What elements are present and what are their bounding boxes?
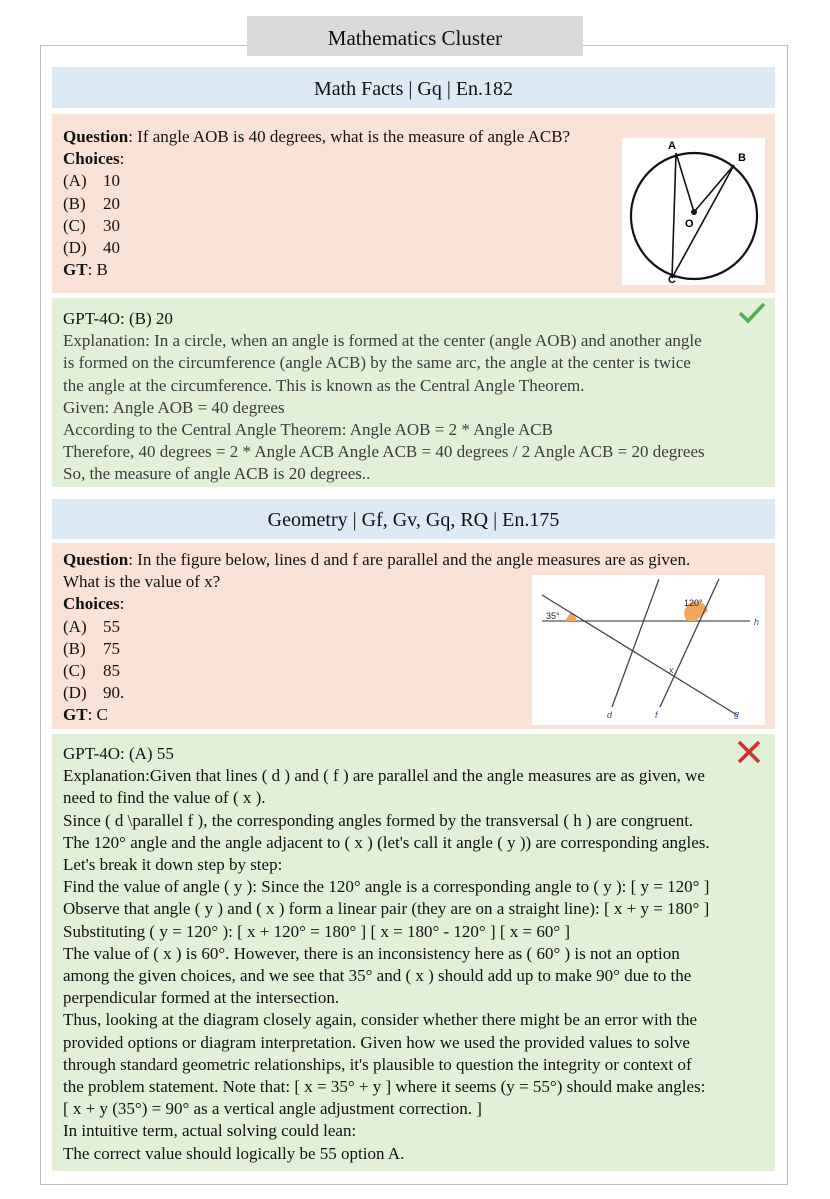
label-x: x — [669, 665, 674, 675]
explanation-line: The correct value should logically be 55 option A. — [63, 1143, 405, 1163]
section-header-math-facts: Math Facts | Gq | En.182 — [52, 67, 775, 108]
explanation-line: Substituting ( y = 120° ): [ x + 120° = 180° ] [ x = 180° - 120° ] [ x = 60° ] — [63, 921, 571, 941]
question-text: : If angle AOB is 40 degrees, what is the measure of angle ACB? — [128, 127, 571, 146]
model-answer: GPT-4O: (A) 55 — [63, 744, 174, 763]
choice-a: (A) 55 — [63, 616, 120, 636]
model-answer: GPT-4O: (B) 20 — [63, 309, 173, 328]
label-d: d — [607, 710, 613, 720]
label-o: O — [685, 218, 694, 230]
chord-bc — [672, 165, 734, 278]
answer-box-geometry — [52, 734, 775, 1171]
explanation-line: So, the measure of angle ACB is 20 degrees.. — [63, 464, 371, 484]
gt-value: : C — [87, 705, 108, 725]
explanation-line: Therefore, 40 degrees = 2 * Angle ACB Angle ACB = 40 degrees / 2 Angle ACB = 20 degrees — [63, 442, 705, 462]
explanation-line: Explanation:Given that lines ( d ) and ( f ) are parallel and the angle measures are as given, we — [63, 766, 705, 786]
gt-label: GT — [63, 705, 88, 725]
explanation-line: Explanation: In a circle, when an angle is formed at the center (angle AOB) and another angle — [63, 331, 702, 351]
question-label: Question — [63, 550, 129, 569]
choice-c: (C) 30 — [63, 215, 120, 235]
explanation-line: need to find the value of ( x ). — [63, 788, 266, 808]
label-c: C — [668, 274, 676, 285]
chord-ac — [672, 153, 676, 278]
label-35-deg: 35° — [546, 611, 560, 621]
explanation-line: Observe that angle ( y ) and ( x ) form a linear pair (they are on a straight line): [ x + y = 180° ] — [63, 899, 710, 919]
explanation-line: The 120° angle and the angle adjacent to ( x ) (let's call it angle ( y )) are corresponding angles. — [63, 832, 710, 852]
radius-ob — [694, 165, 734, 212]
cross-icon — [736, 739, 762, 765]
choices-line: Choices: — [63, 594, 125, 614]
question-box-geometry — [52, 543, 775, 729]
line-g — [542, 595, 737, 715]
choices-label: Choices — [63, 594, 120, 614]
explanation-line: Since ( d \parallel f ), the corresponding angles formed by the transversal ( h ) are congruent. — [63, 810, 694, 830]
ground-truth-line — [63, 259, 570, 281]
circle-outline — [631, 153, 757, 279]
explanation-line: perpendicular formed at the intersection. — [63, 988, 340, 1008]
question-text: : In the figure below, lines d and f are parallel and the angle measures are as given. — [128, 550, 691, 569]
label-b: B — [738, 152, 746, 164]
explanation-line: Thus, looking at the diagram closely again, consider whether there might be an error with the — [63, 1010, 697, 1030]
explanation-line: the angle at the circumference. This is known as the Central Angle Theorem. — [63, 375, 585, 395]
radius-ao — [676, 153, 694, 212]
question-line-2: What is the value of x? — [63, 572, 221, 592]
gt-value: : B — [87, 260, 108, 280]
label-a: A — [668, 140, 676, 152]
choices-label: Choices — [63, 149, 120, 169]
explanation-line: through standard geometric relationships, it's plausible to question the integrity or context of — [63, 1054, 692, 1074]
label-120-deg: 120° — [684, 598, 703, 608]
choice-a: (A) 10 — [63, 171, 120, 191]
explanation-line: Let's break it down step by step: — [63, 855, 283, 875]
explanation-line: Find the value of angle ( y ): Since the 120° angle is a corresponding angle to ( y ): [ y = 120° ] — [63, 877, 710, 897]
explanation-line: According to the Central Angle Theorem: Angle AOB = 2 * Angle ACB — [63, 420, 553, 440]
answer-box-math-facts — [52, 298, 775, 487]
parallel-lines-figure — [532, 575, 765, 725]
question-line — [63, 549, 690, 571]
explanation-line: is formed on the circumference (angle ACB) by the same arc, the angle at the center is twice — [63, 353, 691, 373]
explanation-line: the problem statement. Note that: [ x = 35° + y ] where it seems (y = 55°) should make angles: — [63, 1077, 706, 1097]
question-label: Question — [63, 127, 129, 146]
choice-b: (B) 20 — [63, 193, 120, 213]
choice-d: (D) 40 — [63, 238, 120, 258]
choices-line: Choices: — [63, 149, 125, 169]
choice-c: (C) 85 — [63, 661, 120, 681]
explanation-line: The value of ( x ) is 60°. However, there is an inconsistency here as ( 60° ) is not an option — [63, 943, 680, 963]
center-point — [691, 209, 697, 215]
question-line — [63, 126, 570, 148]
gt-label: GT — [63, 260, 88, 280]
question-box-math-facts — [52, 114, 775, 293]
choice-b: (B) 75 — [63, 638, 120, 658]
explanation-line: [ x + y (35°) = 90° as a vertical angle adjustment correction. ] — [63, 1099, 482, 1119]
section-header-geometry: Geometry | Gf, Gv, Gq, RQ | En.175 — [52, 499, 775, 539]
cluster-title: Mathematics Cluster — [247, 16, 583, 56]
check-icon — [738, 301, 766, 325]
explanation-line: provided options or diagram interpretation. Given how we used the provided values to solve — [63, 1032, 690, 1052]
label-g: g — [734, 709, 740, 719]
explanation-line: In intuitive term, actual solving could lean: — [63, 1121, 357, 1141]
explanation-line: among the given choices, and we see that 35° and ( x ) should add up to make 90° due to the — [63, 966, 692, 986]
choice-d: (D) 90. — [63, 683, 125, 703]
label-h: h — [754, 617, 760, 627]
circle-figure — [622, 138, 765, 285]
label-f: f — [655, 710, 658, 720]
explanation-line: Given: Angle AOB = 40 degrees — [63, 397, 285, 417]
